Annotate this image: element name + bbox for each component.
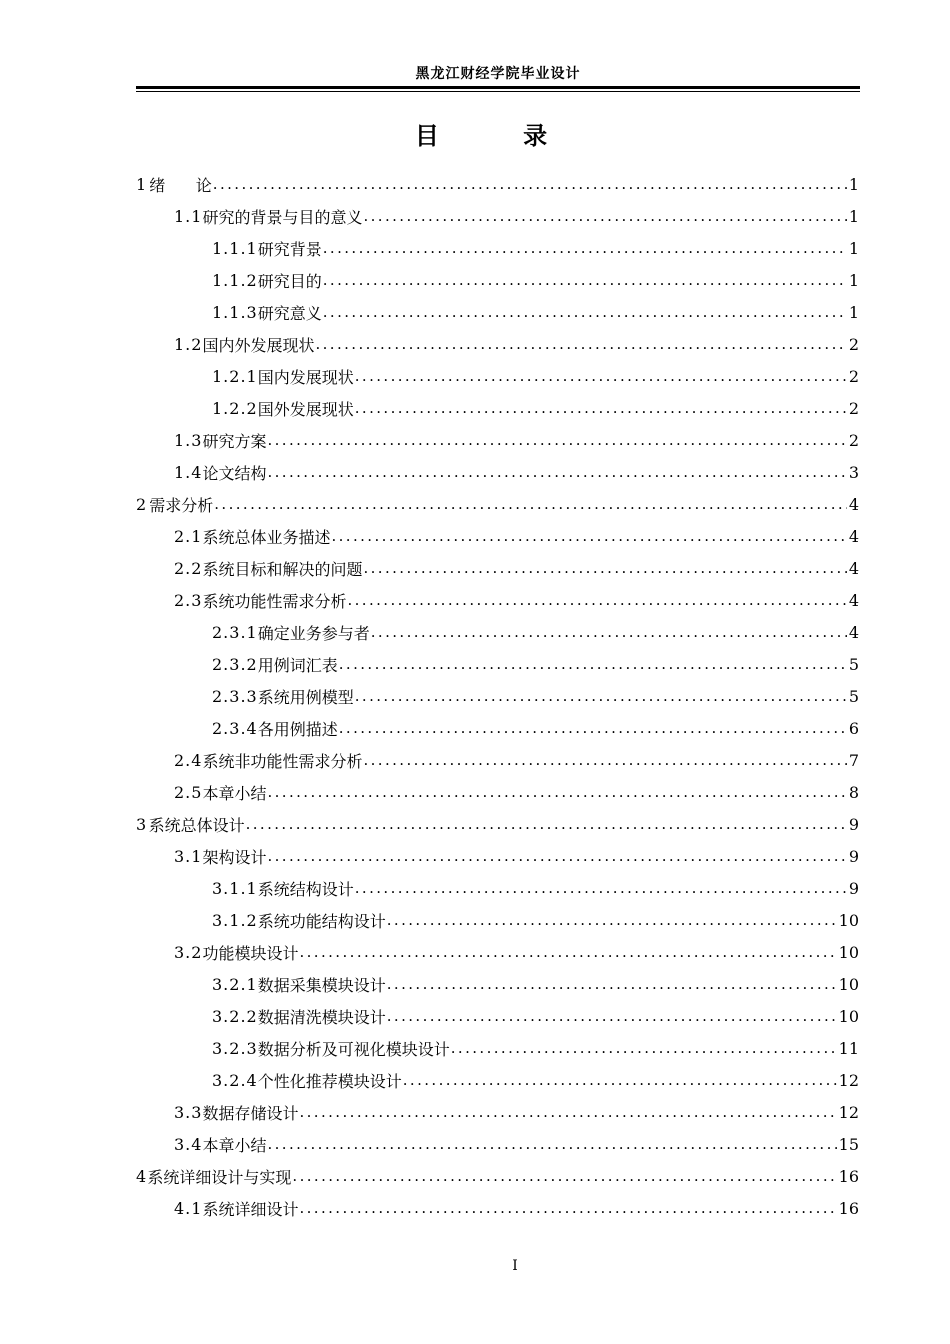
toc-entry-title: 国内发展现状 — [257, 367, 354, 387]
toc-entry-number: 2.3.1 — [212, 622, 258, 642]
toc-entry-page: 16 — [838, 1166, 859, 1186]
toc-entry-page: 10 — [838, 910, 859, 930]
toc-entry-page: 10 — [838, 974, 859, 994]
header-rule-thick — [136, 86, 860, 89]
toc-leader-dots — [322, 271, 847, 289]
toc-leader-dots — [266, 783, 846, 801]
toc-entry-title: 系统目标和解决的问题 — [202, 559, 363, 579]
toc-leader-dots — [291, 1167, 836, 1185]
toc-entry-number: 2.3.3 — [212, 686, 258, 706]
toc-leader-dots — [212, 175, 847, 193]
toc-entry-title: 论文结构 — [202, 463, 267, 483]
toc-leader-dots — [338, 655, 847, 673]
toc-entry[interactable] — [136, 168, 859, 200]
toc-entry-title: 系统非功能性需求分析 — [202, 751, 363, 771]
toc-entry[interactable] — [136, 1128, 859, 1160]
toc-entry-title: 用例词汇表 — [257, 655, 338, 675]
toc-entry-number: 3.2.1 — [212, 974, 258, 994]
toc-entry[interactable] — [136, 520, 859, 552]
toc-entry-page: 10 — [838, 942, 859, 962]
toc-entry-number: 3.1.1 — [212, 878, 258, 898]
toc-entry-number: 2.2 — [174, 558, 203, 578]
toc-entry-title: 本章小结 — [202, 1135, 267, 1155]
toc-entry[interactable] — [136, 808, 859, 840]
toc-entry[interactable] — [136, 488, 859, 520]
toc-leader-dots — [386, 911, 837, 929]
toc-entry-number: 2.3.4 — [212, 718, 258, 738]
toc-entry-title: 绪 论 — [149, 175, 212, 195]
toc-entry-page: 2 — [848, 430, 859, 450]
toc-entry-title: 国内外发展现状 — [202, 335, 315, 355]
toc-entry-title: 系统详细设计 — [202, 1199, 299, 1219]
toc-entry-page: 11 — [838, 1038, 859, 1058]
toc-entry-page: 4 — [848, 558, 859, 578]
toc-entry-page: 9 — [848, 846, 859, 866]
toc-leader-dots — [213, 495, 847, 513]
toc-entry-page: 1 — [848, 206, 859, 226]
toc-entry-number: 3.1 — [174, 846, 203, 866]
toc-entry[interactable] — [136, 1192, 859, 1224]
toc-entry-number: 2.3 — [174, 590, 203, 610]
toc-entry-title: 数据采集模块设计 — [257, 975, 386, 995]
toc-entry-number: 1.1.3 — [212, 302, 258, 322]
toc-entry-number: 1.2 — [174, 334, 203, 354]
toc-leader-dots — [386, 975, 837, 993]
toc-entry-title: 各用例描述 — [257, 719, 338, 739]
toc-entry[interactable] — [136, 872, 859, 904]
toc-entry[interactable] — [136, 1096, 859, 1128]
toc-entry-page: 2 — [848, 398, 859, 418]
toc-entry-number: 2 — [136, 494, 148, 514]
toc-entry[interactable] — [136, 776, 859, 808]
toc-entry-page: 7 — [848, 750, 859, 770]
header-rule-thin — [136, 91, 860, 92]
toc-entry-title: 研究背景 — [257, 239, 322, 259]
toc-entry-title: 本章小结 — [202, 783, 267, 803]
toc-entry-page: 4 — [848, 590, 859, 610]
toc-entry-number: 1 — [136, 174, 148, 194]
toc-entry[interactable] — [136, 1064, 859, 1096]
toc-entry[interactable] — [136, 840, 859, 872]
toc-entry-title: 数据存储设计 — [202, 1103, 299, 1123]
toc-entry-title: 数据清洗模块设计 — [257, 1007, 386, 1027]
toc-entry-page: 10 — [838, 1006, 859, 1026]
toc-entry-number: 1.4 — [174, 462, 203, 482]
toc-entry-number: 4 — [136, 1166, 148, 1186]
toc-entry-page: 4 — [848, 526, 859, 546]
toc-entry-page: 12 — [838, 1070, 859, 1090]
toc-entry-number: 3.3 — [174, 1102, 203, 1122]
toc-leader-dots — [354, 879, 847, 897]
toc-entry-page: 1 — [848, 270, 859, 290]
toc-leader-dots — [362, 207, 846, 225]
toc-entry[interactable] — [136, 1160, 859, 1192]
toc-entry[interactable] — [136, 904, 859, 936]
toc-entry-page: 12 — [838, 1102, 859, 1122]
toc-leader-dots — [298, 943, 836, 961]
toc-entry[interactable] — [136, 680, 859, 712]
toc-entry-number: 3.2.3 — [212, 1038, 258, 1058]
toc-entry-number: 2.3.2 — [212, 654, 258, 674]
toc-entry-number: 1.1 — [174, 206, 203, 226]
toc-entry-page: 16 — [838, 1198, 859, 1218]
toc-leader-dots — [266, 847, 846, 865]
toc-entry-title: 研究方案 — [202, 431, 267, 451]
toc-entry[interactable] — [136, 648, 859, 680]
toc-entry[interactable] — [136, 296, 859, 328]
toc-leader-dots — [322, 239, 847, 257]
toc-entry-title: 系统结构设计 — [257, 879, 354, 899]
toc-entry[interactable] — [136, 744, 859, 776]
toc-entry-number: 3 — [136, 814, 148, 834]
toc-entry-page: 3 — [848, 462, 859, 482]
toc-entry-page: 8 — [848, 782, 859, 802]
toc-entry-number: 1.3 — [174, 430, 203, 450]
toc-entry[interactable] — [136, 552, 859, 584]
toc-entry-number: 2.1 — [174, 526, 203, 546]
toc-leader-dots — [402, 1071, 837, 1089]
toc-entry[interactable] — [136, 584, 859, 616]
toc-leader-dots — [354, 367, 847, 385]
toc-entry[interactable] — [136, 1000, 859, 1032]
toc-leader-dots — [450, 1039, 837, 1057]
toc-entry-title: 系统功能性需求分析 — [202, 591, 347, 611]
toc-entry-number: 1.2.1 — [212, 366, 258, 386]
toc-entry-page: 6 — [848, 718, 859, 738]
toc-entry-title: 系统总体业务描述 — [202, 527, 331, 547]
page-number: I — [512, 1258, 518, 1274]
toc-entry[interactable] — [136, 936, 859, 968]
toc-entry-title: 国外发展现状 — [257, 399, 354, 419]
toc-leader-dots — [386, 1007, 837, 1025]
toc-entry[interactable] — [136, 360, 859, 392]
toc-entry-title: 确定业务参与者 — [257, 623, 370, 643]
toc-entry-number: 1.1.2 — [212, 270, 258, 290]
toc-leader-dots — [362, 559, 846, 577]
toc-entry-title: 个性化推荐模块设计 — [257, 1071, 402, 1091]
toc-entry-title: 功能模块设计 — [202, 943, 299, 963]
toc-leader-dots — [370, 623, 847, 641]
toc-entry-page: 9 — [848, 878, 859, 898]
toc-entry-number: 1.2.2 — [212, 398, 258, 418]
toc-entry-number: 3.1.2 — [212, 910, 258, 930]
toc-entry-number: 2.4 — [174, 750, 203, 770]
toc-entry[interactable] — [136, 1032, 859, 1064]
toc-entry[interactable] — [136, 712, 859, 744]
toc-entry-number: 3.4 — [174, 1134, 203, 1154]
toc-entry[interactable] — [136, 456, 859, 488]
toc-title: 目 录 — [414, 121, 586, 150]
toc-entry-title: 研究的背景与目的意义 — [202, 207, 363, 227]
toc-entry-page: 2 — [848, 366, 859, 386]
toc-leader-dots — [354, 687, 847, 705]
toc-entry-page: 5 — [848, 654, 859, 674]
toc-leader-dots — [266, 463, 846, 481]
toc-entry-title: 研究目的 — [257, 271, 322, 291]
running-header: 黑龙江财经学院毕业设计 — [415, 66, 581, 82]
toc-leader-dots — [346, 591, 846, 609]
toc-entry-title: 系统总体设计 — [148, 815, 245, 835]
toc-leader-dots — [314, 335, 846, 353]
toc-entry[interactable] — [136, 616, 859, 648]
toc-entry-title: 需求分析 — [149, 495, 214, 515]
toc-entry[interactable] — [136, 200, 859, 232]
toc-leader-dots — [354, 399, 847, 417]
toc-leader-dots — [330, 527, 846, 545]
toc-entry-number: 3.2 — [174, 942, 203, 962]
table-of-contents — [136, 168, 859, 1224]
toc-leader-dots — [338, 719, 847, 737]
toc-leader-dots — [245, 815, 847, 833]
toc-entry-page: 1 — [848, 302, 859, 322]
toc-entry-title: 系统用例模型 — [257, 687, 354, 707]
toc-entry[interactable] — [136, 968, 859, 1000]
toc-entry-number: 1.1.1 — [212, 238, 258, 258]
toc-entry[interactable] — [136, 424, 859, 456]
toc-leader-dots — [362, 751, 846, 769]
toc-entry-title: 研究意义 — [257, 303, 322, 323]
toc-entry-number: 4.1 — [174, 1198, 203, 1218]
toc-entry[interactable] — [136, 232, 859, 264]
toc-entry-page: 4 — [848, 622, 859, 642]
toc-entry-title: 数据分析及可视化模块设计 — [257, 1039, 450, 1059]
toc-leader-dots — [322, 303, 847, 321]
toc-entry-page: 2 — [848, 334, 859, 354]
toc-entry-title: 系统详细设计与实现 — [147, 1167, 292, 1187]
toc-entry[interactable] — [136, 328, 859, 360]
toc-entry-number: 2.5 — [174, 782, 203, 802]
toc-entry[interactable] — [136, 392, 859, 424]
toc-leader-dots — [298, 1103, 836, 1121]
toc-entry-page: 15 — [838, 1134, 859, 1154]
toc-entry-page: 9 — [848, 814, 859, 834]
toc-entry-title: 架构设计 — [202, 847, 267, 867]
toc-entry-page: 1 — [848, 174, 859, 194]
toc-entry-title: 系统功能结构设计 — [257, 911, 386, 931]
toc-entry-page: 1 — [848, 238, 859, 258]
toc-leader-dots — [266, 431, 846, 449]
toc-entry[interactable] — [136, 264, 859, 296]
toc-leader-dots — [298, 1199, 836, 1217]
toc-entry-page: 4 — [848, 494, 859, 514]
toc-entry-number: 3.2.4 — [212, 1070, 258, 1090]
toc-leader-dots — [266, 1135, 836, 1153]
toc-entry-page: 5 — [848, 686, 859, 706]
toc-entry-number: 3.2.2 — [212, 1006, 258, 1026]
